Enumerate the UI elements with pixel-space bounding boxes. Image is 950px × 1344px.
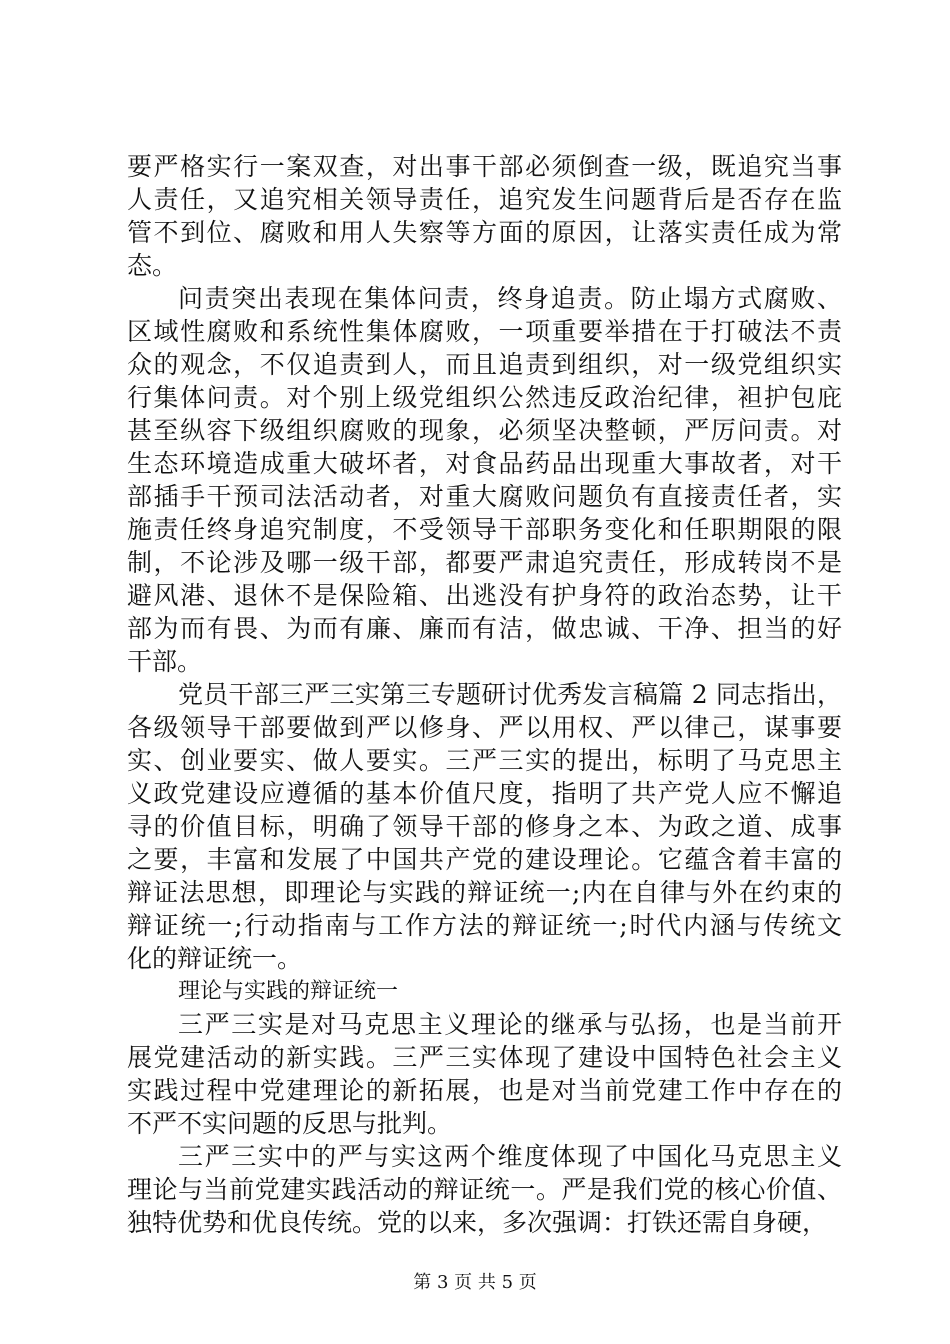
- text-line: 行集体问责。对个别上级党组织公然违反政治纪律，袒护包庇: [127, 383, 842, 412]
- text-line: 制，不论涉及哪一级干部，都要严肃追究责任，形成转岗不是: [127, 548, 842, 577]
- text-line: 问责突出表现在集体问责，终身追责。防止塌方式腐败、: [178, 284, 842, 313]
- text-line: 不严不实问题的反思与批判。: [127, 1109, 453, 1138]
- text-line: 寻的价值目标，明确了领导干部的修身之本、为政之道、成事: [127, 812, 842, 841]
- text-line: 三严三实是对马克思主义理论的继承与弘扬，也是当前开: [178, 1010, 842, 1039]
- text-line: 化的辩证统一。: [127, 944, 303, 973]
- text-line: 理论与实践的辩证统一: [178, 979, 399, 1004]
- text-line: 甚至纵容下级组织腐败的现象，必须坚决整顿，严厉问责。对: [127, 416, 842, 445]
- paragraph: [127, 282, 842, 678]
- text-line: 态。: [127, 251, 178, 280]
- text-line: 展党建活动的新实践。三严三实体现了建设中国特色社会主义: [127, 1043, 842, 1072]
- text-line: 生态环境造成重大破坏者，对食品药品出现重大事故者，对干: [127, 449, 842, 478]
- text-line: 党员干部三严三实第三专题研讨优秀发言稿篇 2 同志指出，: [178, 680, 842, 709]
- text-line: 众的观念，不仅追责到人，而且追责到组织，对一级党组织实: [127, 350, 842, 379]
- text-line: 辩证法思想，即理论与实践的辩证统一;内在自律与外在约束的: [127, 878, 842, 907]
- text-line: 各级领导干部要做到严以修身、严以用权、严以律己，谋事要: [127, 713, 842, 742]
- text-line: 三严三实中的严与实这两个维度体现了中国化马克思主义: [178, 1142, 842, 1171]
- text-line: 辩证统一;行动指南与工作方法的辩证统一;时代内涵与传统文: [127, 911, 842, 940]
- paragraph: [127, 1140, 842, 1239]
- text-line: 义政党建设应遵循的基本价值尺度，指明了共产党人应不懈追: [127, 779, 842, 808]
- text-line: 之要，丰富和发展了中国共产党的建设理论。它蕴含着丰富的: [127, 845, 842, 874]
- paragraph: [127, 1008, 842, 1140]
- text-line: 部插手干预司法活动者，对重大腐败问题负有直接责任者，实: [127, 482, 842, 511]
- text-line: 部为而有畏、为而有廉、廉而有洁，做忠诚、干净、担当的好: [127, 614, 842, 643]
- text-line: 区域性腐败和系统性集体腐败，一项重要举措在于打破法不责: [127, 317, 842, 346]
- text-line: 理论与当前党建实践活动的辩证统一。严是我们党的核心价值、: [127, 1175, 842, 1204]
- text-line: 干部。: [127, 647, 203, 676]
- paragraph: [127, 150, 842, 282]
- text-line: 实践过程中党建理论的新拓展，也是对当前党建工作中存在的: [127, 1076, 842, 1105]
- text-line: 要严格实行一案双查，对出事干部必须倒查一级，既追究当事: [127, 152, 842, 181]
- text-line: 独特优势和优良传统。党的以来，多次强调：打铁还需自身硬，: [127, 1208, 828, 1237]
- page-number-label: 第 3 页 共 5 页: [413, 1272, 537, 1293]
- text-line: 实、创业要实、做人要实。三严三实的提出，标明了马克思主: [127, 746, 842, 775]
- text-line: 施责任终身追究制度，不受领导干部职务变化和任职期限的限: [127, 515, 842, 544]
- document-body: [127, 150, 842, 1239]
- text-line: 避风港、退休不是保险箱、出逃没有护身符的政治态势，让干: [127, 581, 842, 610]
- text-line: 人责任，又追究相关领导责任，追究发生问题背后是否存在监: [127, 185, 842, 214]
- paragraph: [127, 678, 842, 975]
- section-heading: [127, 975, 842, 1008]
- page-footer: [0, 1271, 950, 1295]
- text-line: 管不到位、腐败和用人失察等方面的原因，让落实责任成为常: [127, 218, 842, 247]
